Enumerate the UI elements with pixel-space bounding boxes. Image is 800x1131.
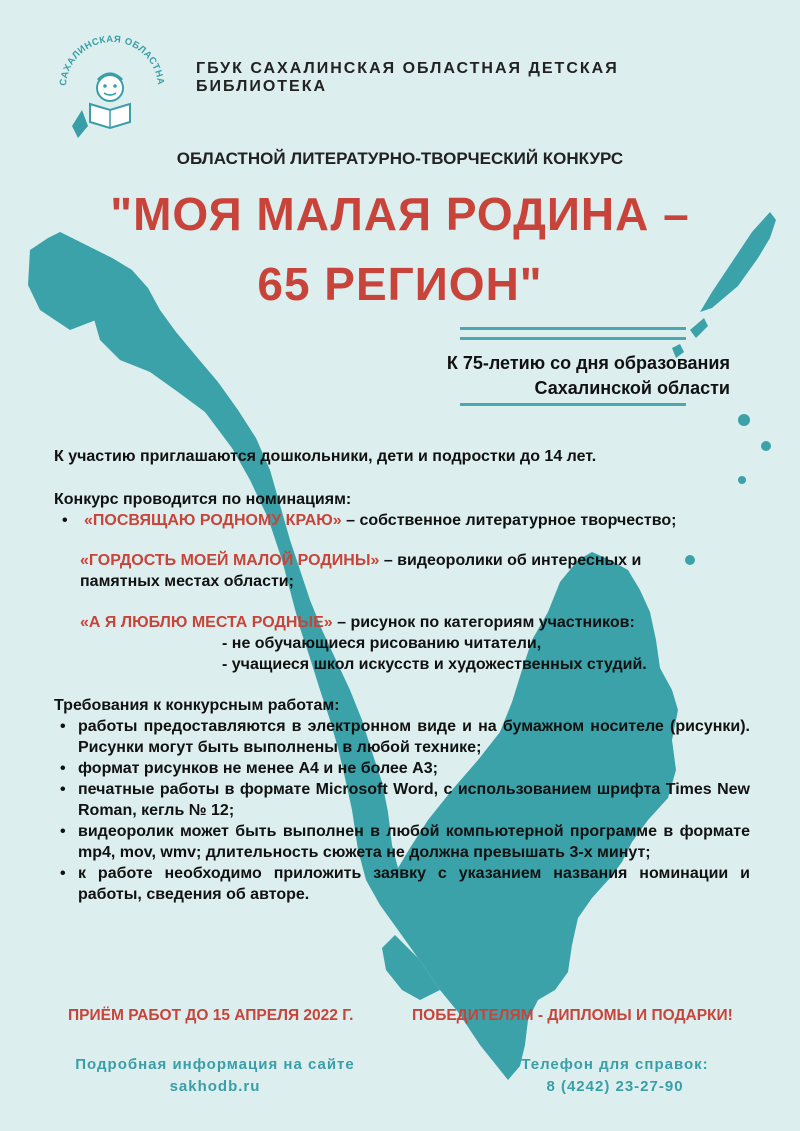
nomination-1	[62, 510, 762, 531]
divider-top-2	[460, 337, 686, 340]
boy-reading-book-icon	[72, 74, 130, 138]
nomination-3-name: «А Я ЛЮБЛЮ МЕСТА РОДНЫЕ»	[80, 614, 333, 631]
nomination-3-desc: – рисунок по категориям участников:	[332, 614, 635, 631]
requirements-header: Требования к конкурсным работам:	[54, 697, 340, 714]
nomination-2	[80, 550, 760, 592]
anniversary-text	[400, 351, 730, 401]
nomination-2-desc-2: памятных местах области;	[80, 573, 294, 590]
bullet: •	[60, 718, 66, 735]
contest-title-line-2: 65 РЕГИОН"	[257, 258, 543, 310]
nomination-3	[80, 612, 760, 675]
anniversary-line-1: К 75-летию со дня образования	[446, 353, 730, 373]
nomination-1-name: «ПОСВЯЩАЮ РОДНОМУ КРАЮ»	[84, 512, 342, 529]
nomination-2-name: «ГОРДОСТЬ МОЕЙ МАЛОЙ РОДИНЫ»	[80, 552, 380, 569]
logo-arc-text: САХАЛИНСКАЯ ОБЛАСТНА	[57, 33, 167, 87]
bullet: •	[60, 760, 66, 777]
phone-label: Телефон для справок:	[521, 1056, 709, 1073]
divider-top	[460, 327, 686, 330]
nomination-2-desc: – видеоролики об интересных и	[379, 552, 642, 569]
bullet: •	[60, 823, 66, 840]
islet	[738, 414, 750, 426]
divider-bottom	[460, 403, 686, 406]
deadline-text: ПРИЁМ РАБОТ ДО 15 АПРЕЛЯ 2022 Г.	[68, 1007, 354, 1024]
islet	[761, 441, 771, 451]
requirements-list	[60, 716, 750, 905]
bullet: •	[62, 512, 68, 529]
phone-block	[480, 1054, 750, 1098]
organization-name: ГБУК САХАЛИНСКАЯ ОБЛАСТНАЯ ДЕТСКАЯ БИБЛИОТЕКА	[196, 60, 619, 95]
contest-title-line-1: "МОЯ МАЛАЯ РОДИНА –	[110, 188, 690, 240]
info-site-link[interactable]: sakhodb.ru	[169, 1078, 261, 1095]
requirement-item: • формат рисунков не менее А4 и не более А3;	[60, 760, 438, 777]
phone-number[interactable]: 8 (4242) 23-27-90	[546, 1078, 684, 1095]
bullet: •	[60, 865, 66, 882]
anniversary-line-2: Сахалинской области	[534, 378, 730, 398]
info-label: Подробная информация на сайте	[75, 1056, 355, 1073]
bullet: •	[60, 781, 66, 798]
requirement-item: • печатные работы в формате Microsoft Word, с использованием шрифта Times New Roman, кегль № 12;	[60, 781, 750, 819]
requirement-item: • к работе необходимо приложить заявку с указанием названия номинации и работы, сведения об авторе.	[60, 865, 750, 903]
library-logo	[52, 30, 170, 142]
nomination-1-desc: – собственное литературное творчество;	[341, 512, 677, 529]
requirement-item: • работы предоставляются в электронном виде и на бумажном носителе (рисунки). Рисунки могут быть выполнены в любой технике;	[60, 718, 750, 756]
nomination-3-sub-2: - учащиеся школ искусств и художественных студий.	[222, 656, 647, 673]
contest-type: ОБЛАСТНОЙ ЛИТЕРАТУРНО-ТВОРЧЕСКИЙ КОНКУРС	[176, 149, 624, 168]
nominations-header: Конкурс проводится по номинациям:	[54, 491, 352, 508]
invite-text: К участию приглашаются дошкольники, дети и подростки до 14 лет.	[54, 448, 597, 465]
requirement-item: • видеоролик может быть выполнен в любой компьютерной программе в формате mp4, mov, wmv; длительность сюжета не должна превышать 3-х минут;	[60, 823, 750, 861]
prizes-text: ПОБЕДИТЕЛЯМ - ДИПЛОМЫ И ПОДАРКИ!	[412, 1007, 733, 1024]
islet	[738, 476, 746, 484]
info-block	[50, 1054, 380, 1098]
nomination-3-sub-1: - не обучающиеся рисованию читатели,	[222, 635, 542, 652]
